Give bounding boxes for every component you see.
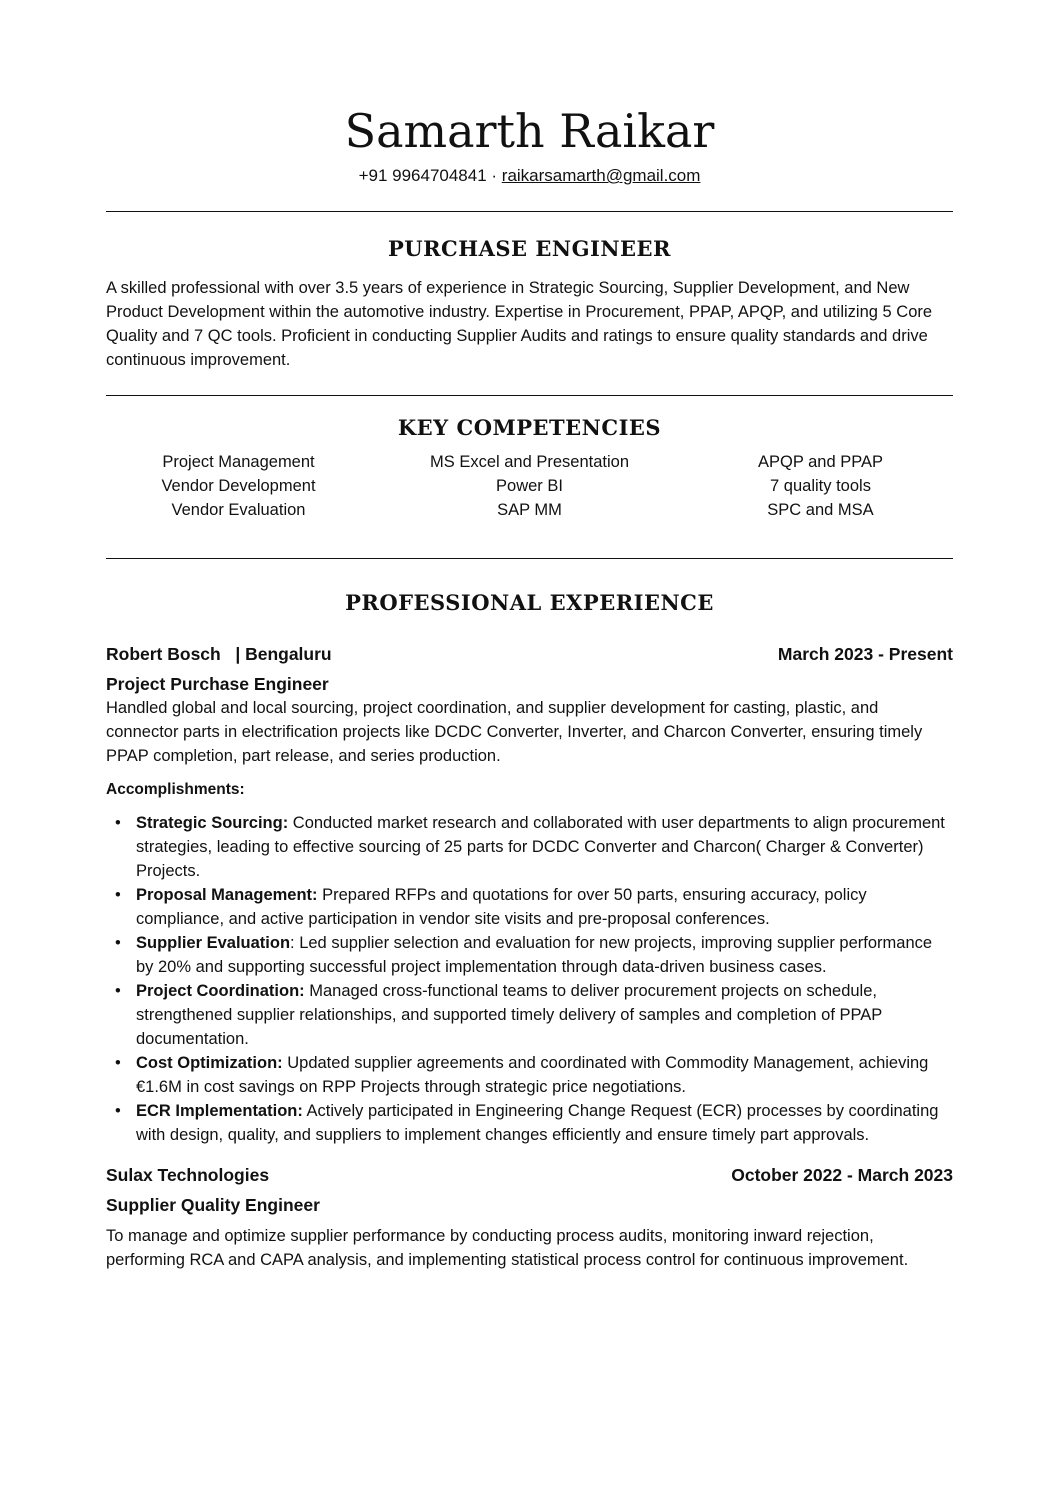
email-link[interactable]: raikarsamarth@gmail.com xyxy=(501,166,701,185)
bullet-icon: • xyxy=(115,886,121,904)
competency-item: Power BI xyxy=(496,477,563,495)
competencies-grid xyxy=(106,450,953,522)
competency-item: SAP MM xyxy=(497,501,562,519)
accomplishment-lead: Project Coordination: xyxy=(136,982,305,1000)
phone-number: +91 9964704841 xyxy=(358,166,487,185)
divider xyxy=(106,211,953,212)
job-header xyxy=(106,1163,953,1187)
competencies-title: KEY COMPETENCIES xyxy=(397,415,662,440)
bullet-icon: • xyxy=(115,1054,121,1072)
company-name: Sulax Technologies xyxy=(106,1165,270,1185)
accomplishment-text: Updated supplier agreements and coordinated with Commodity Management, achieving €1.6M in cost savings on RPP Projects through strategic price negotiations. xyxy=(136,1054,929,1096)
accomplishment-lead: Supplier Evaluation xyxy=(136,934,291,952)
contact-line xyxy=(106,165,953,187)
job-description: To manage and optimize supplier performance by conducting process audits, monitoring inward rejection, performing RCA and CAPA analysis, and implementing statistical process control for continuous improvement. xyxy=(106,1227,909,1269)
competency-item: SPC and MSA xyxy=(767,501,874,519)
accomplishment-text: Prepared RFPs and quotations for over 50 parts, ensuring accuracy, policy compliance, and active participation in vendor site visits and pre-proposal conferences. xyxy=(136,886,867,928)
accomplishment-lead: Strategic Sourcing: xyxy=(136,814,289,832)
accomplishment-lead: Cost Optimization: xyxy=(136,1054,283,1072)
job-role: Project Purchase Engineer xyxy=(106,674,329,694)
accomplishment-lead: Proposal Management: xyxy=(136,886,318,904)
summary-title: PURCHASE ENGINEER xyxy=(387,236,671,261)
accomplishment-text: Conducted market research and collaborated with user departments to align procurement strategies, leading to effective sourcing of 25 parts for DCDC Converter and Charcon( Charger & Converter) Projects. xyxy=(136,814,945,880)
list-item xyxy=(106,811,953,883)
competency-column xyxy=(688,450,953,522)
list-item xyxy=(106,883,953,931)
competency-item: 7 quality tools xyxy=(770,477,871,495)
company-name: Robert Bosch | Bengaluru xyxy=(106,644,332,664)
summary-text: A skilled professional with over 3.5 years of experience in Strategic Sourcing, Supplier Development, and New Product Development within the automotive industry. Expertise in Procurement, PPAP, APQP, and utilizing 5 Core Quality and 7 QC tools. Proficient in conducting Supplier Audits and ratings to ensure quality standards and drive continuous improvement. xyxy=(106,279,933,369)
accomplishments-list xyxy=(106,811,953,1147)
job-entry xyxy=(106,1163,953,1272)
job-dates: October 2022 - March 2023 xyxy=(731,1165,953,1185)
job-description: Handled global and local sourcing, project coordination, and supplier development for casting, plastic, and connector parts in electrification projects like DCDC Converter, Inverter, and Charcon Converter, ensuring timely PPAP completion, part release, and series production. xyxy=(106,699,923,765)
accomplishment-text: Actively participated in Engineering Change Request (ECR) processes by coordinating with design, quality, and suppliers to implement changes efficiently and ensure timely part approvals. xyxy=(136,1102,939,1144)
experience-title: PROFESSIONAL EXPERIENCE xyxy=(345,590,714,615)
accomplishment-lead: ECR Implementation: xyxy=(136,1102,303,1120)
list-item xyxy=(106,979,953,1051)
job-dates: March 2023 - Present xyxy=(777,644,953,664)
competency-item: Vendor Evaluation xyxy=(171,501,306,519)
resume-page xyxy=(106,0,953,1272)
contact-separator: · xyxy=(486,166,502,185)
accomplishment-text: Managed cross-functional teams to deliver procurement projects on schedule, strengthened supplier relationships, and supported timely delivery of samples and completion of PPAP documentation. xyxy=(136,982,882,1048)
bullet-icon: • xyxy=(115,1102,121,1120)
job-header xyxy=(106,642,953,666)
divider xyxy=(106,558,953,559)
bullet-icon: • xyxy=(115,934,121,952)
accomplishment-text: : Led supplier selection and evaluation for new projects, improving supplier performance by 20% and supporting successful project implementation through data-driven business cases. xyxy=(136,934,933,976)
job-entry xyxy=(106,642,953,1147)
competency-item: Project Management xyxy=(162,453,315,471)
competency-column xyxy=(106,450,371,522)
divider xyxy=(106,395,953,396)
candidate-name: Samarth Raikar xyxy=(344,104,715,158)
list-item xyxy=(106,1051,953,1099)
bullet-icon: • xyxy=(115,814,121,832)
list-item xyxy=(106,1099,953,1147)
bullet-icon: • xyxy=(115,982,121,1000)
competency-item: APQP and PPAP xyxy=(757,453,884,471)
competency-item: MS Excel and Presentation xyxy=(429,453,630,471)
list-item xyxy=(106,931,953,979)
job-role: Supplier Quality Engineer xyxy=(106,1195,320,1215)
competency-column xyxy=(371,450,688,522)
accomplishments-label: Accomplishments: xyxy=(106,781,245,798)
competency-item: Vendor Development xyxy=(161,477,316,495)
